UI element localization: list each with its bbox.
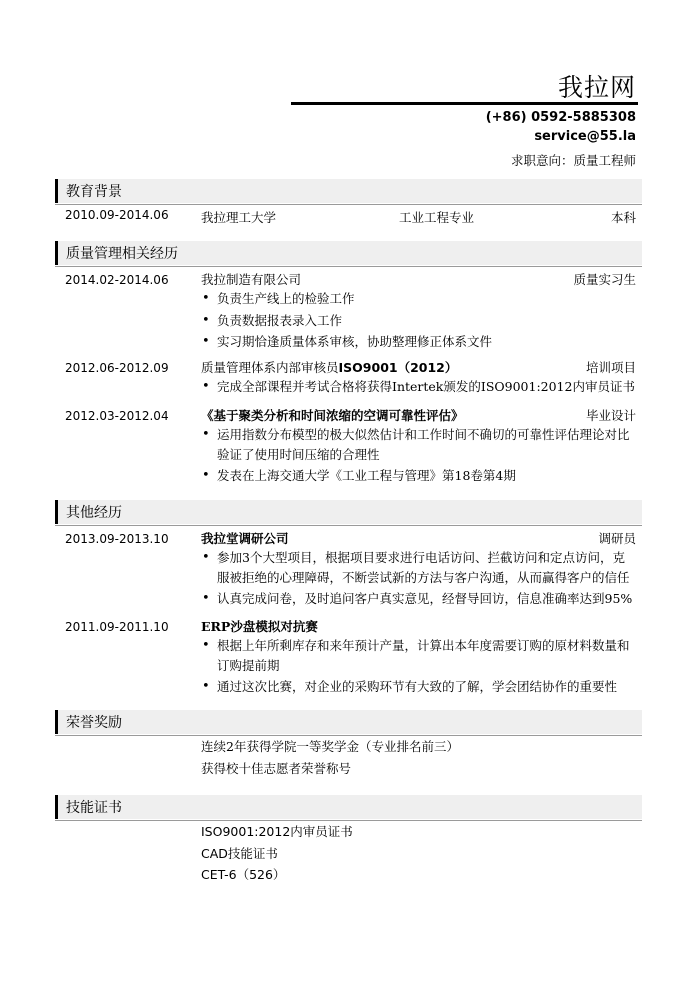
entry-date: 2011.09-2011.10	[65, 620, 169, 634]
section-title-education: 教育背景	[55, 179, 642, 203]
other-section	[55, 500, 642, 526]
bullet-icon: •	[202, 379, 210, 394]
education-school: 我拉理工大学	[201, 210, 277, 225]
skills-section	[55, 795, 642, 821]
resume-name: 我拉网	[557, 73, 636, 102]
entry-role: 调研员	[598, 531, 636, 546]
quality-entry-3-header	[65, 406, 636, 424]
quality-entry-1-header	[65, 270, 636, 288]
contact-email: service@55.la	[534, 129, 636, 144]
bullet-icon: •	[202, 591, 210, 606]
bullet-icon: •	[202, 550, 210, 565]
bullet-icon: •	[202, 427, 210, 442]
education-row	[65, 208, 642, 228]
bullet-icon: •	[202, 334, 210, 349]
quality-entry-1-bullets	[201, 289, 636, 354]
list-item: CAD技能证书	[201, 845, 278, 861]
list-item: CET-6（526）	[201, 867, 286, 882]
section-title-quality: 质量管理相关经历	[55, 241, 642, 265]
list-item: ISO9001:2012内审员证书	[201, 824, 353, 839]
bullet-icon: •	[202, 679, 210, 694]
entry-role: 毕业设计	[585, 408, 636, 423]
section-divider	[55, 204, 642, 205]
entry-org: 质量管理体系内部审核员ISO9001（2012）	[201, 360, 458, 375]
list-item: • 根据上年所剩库存和来年预计产量，计算出本年度需要订购的原材料数量和订购提前期	[202, 638, 630, 673]
list-item: • 运用指数分布模型的极大似然估计和工作时间不确切的可靠性评估理论对比验证了使用时间压缩的合理性	[202, 427, 630, 462]
quality-entry-3-bullets	[201, 425, 636, 488]
section-title-other: 其他经历	[55, 500, 642, 524]
other-entry-1-bullets	[201, 548, 636, 611]
contact-phone: (+86) 0592-5885308	[485, 110, 636, 125]
quality-section	[55, 241, 642, 267]
bullet-icon: •	[202, 312, 210, 328]
job-objective: 求职意向：质量工程师	[510, 153, 636, 168]
entry-date: 2013.09-2013.10	[65, 532, 169, 546]
list-item: • 实习期恰逢质量体系审核，协助整理修正体系文件	[201, 332, 636, 352]
header-divider	[291, 102, 638, 105]
other-entry-2-header	[65, 617, 636, 635]
entry-org: ERP沙盘模拟对抗赛	[201, 619, 318, 634]
quality-entry-2-header	[65, 358, 636, 376]
quality-entry-2-bullets	[201, 377, 636, 399]
honors-list	[201, 736, 636, 779]
entry-date: 2012.06-2012.09	[65, 361, 169, 375]
list-item: • 发表在上海交通大学《工业工程与管理》第18卷第4期	[201, 466, 636, 486]
list-item: • 通过这次比赛，对企业的采购环节有大致的了解，学会团结协作的重要性	[201, 677, 636, 697]
bullet-icon: •	[202, 468, 210, 483]
education-date: 2010.09-2014.06	[65, 208, 169, 222]
education-section	[55, 179, 642, 225]
list-item: 连续2年获得学院一等奖学金（专业排名前三）	[201, 739, 459, 754]
list-item: • 认真完成问卷，及时追问客户真实意见，经督导回访，信息准确率达到95%	[201, 589, 636, 609]
honors-section	[55, 710, 642, 736]
section-divider	[55, 266, 642, 267]
other-entry-1-header	[65, 529, 636, 547]
section-title-skills: 技能证书	[55, 795, 642, 819]
section-title-honors: 荣誉奖励	[55, 710, 642, 734]
education-degree: 本科	[610, 210, 636, 225]
list-item: • 负责数据报表录入工作	[201, 311, 636, 331]
list-item: • 参加3个大型项目，根据项目要求进行电话访问、拦截访问和定点访问，克服被拒绝的心理障碍，不断尝试新的方法与客户沟通，从而赢得客户的信任	[202, 550, 630, 585]
list-item: • 完成全部课程并考试合格将获得Intertek颁发的ISO9001:2012内审员证书	[201, 377, 636, 397]
bullet-icon: •	[202, 291, 210, 306]
entry-date: 2012.03-2012.04	[65, 409, 169, 423]
education-major: 工业工程专业	[399, 210, 475, 225]
section-divider	[55, 525, 642, 526]
list-item: 获得校十佳志愿者荣誉称号	[201, 760, 352, 776]
entry-org: 我拉堂调研公司	[201, 531, 289, 546]
entry-org: 我拉制造有限公司	[201, 272, 302, 287]
bullet-icon: •	[202, 638, 210, 653]
entry-role: 培训项目	[585, 360, 636, 375]
entry-role: 质量实习生	[573, 272, 636, 287]
entry-date: 2014.02-2014.06	[65, 273, 169, 287]
entry-org: 《基于聚类分析和时间浓缩的空调可靠性评估》	[201, 408, 464, 423]
list-item: • 负责生产线上的检验工作	[201, 289, 636, 309]
other-entry-2-bullets	[201, 636, 636, 699]
skills-list	[201, 821, 636, 886]
